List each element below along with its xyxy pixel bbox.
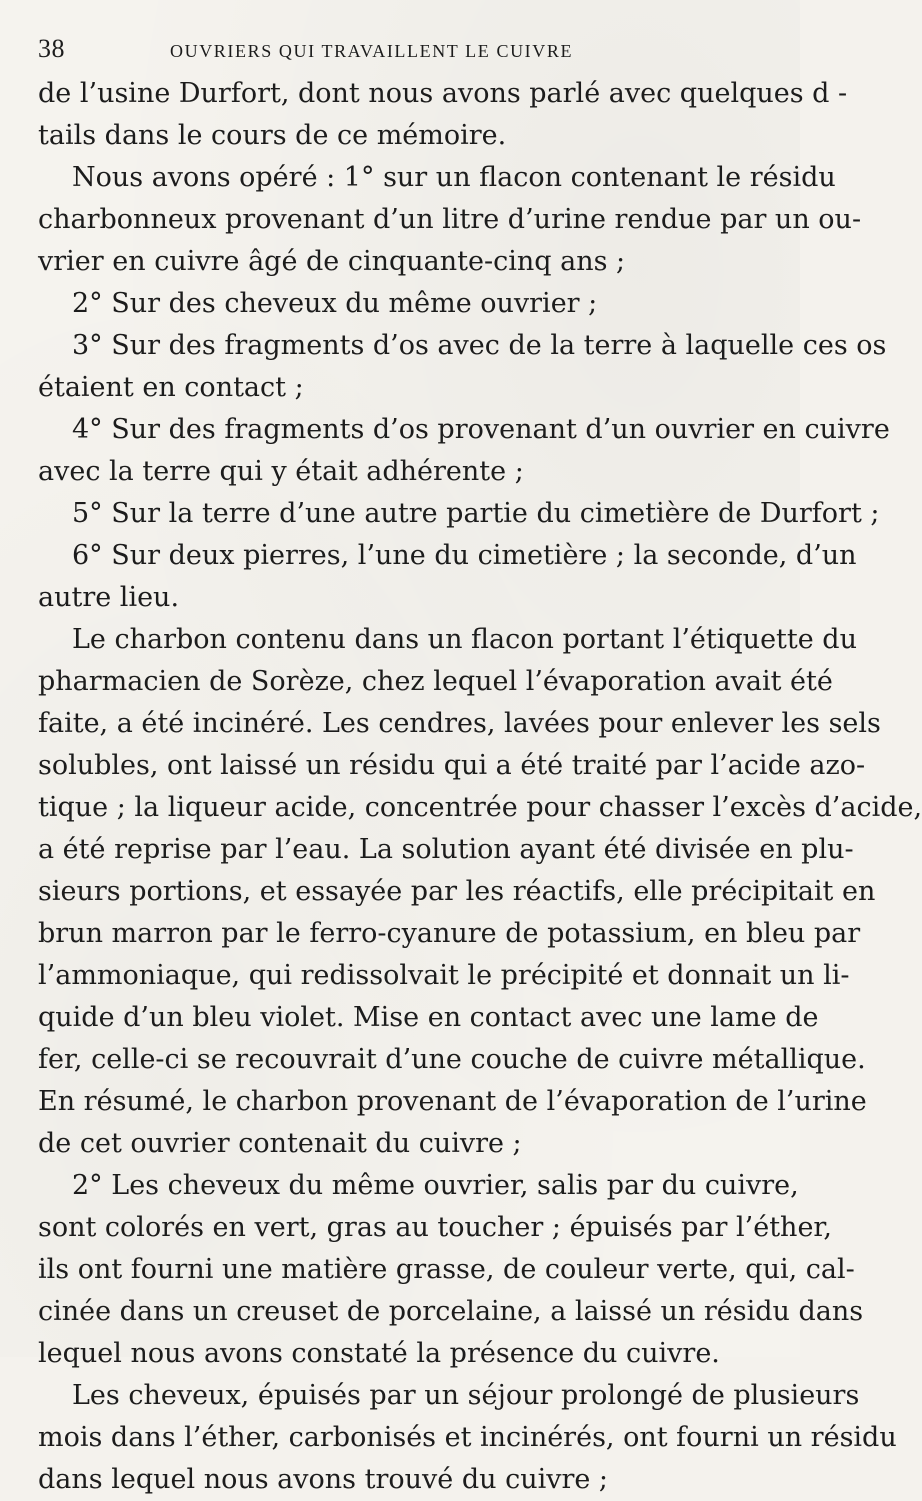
text-line: 5° Sur la terre d’une autre partie du cimetière de Durfort ; xyxy=(72,498,880,529)
text-line: cinée dans un creuset de porcelaine, a laissé un résidu dans xyxy=(38,1296,864,1327)
text-line: autre lieu. xyxy=(38,582,180,613)
text-line: tique ; la liqueur acide, concentrée pour chasser l’excès d’acide, xyxy=(38,792,922,823)
text-line: sieurs portions, et essayée par les réactifs, elle précipitait en xyxy=(38,876,876,907)
text-line: tails dans le cours de ce mémoire. xyxy=(38,120,507,151)
text-line: 6° Sur deux pierres, l’une du cimetière ; la seconde, d’un xyxy=(72,540,857,571)
text-line: Le charbon contenu dans un flacon portant l’étiquette du xyxy=(72,624,857,655)
text-line: fer, celle-ci se recouvrait d’une couche de cuivre métallique. xyxy=(38,1044,866,1075)
text-line: Les cheveux, épuisés par un séjour prolongé de plusieurs xyxy=(72,1380,860,1411)
running-head xyxy=(38,34,760,68)
text-line: lequel nous avons constaté la présence du cuivre. xyxy=(38,1338,720,1369)
text-line: En résumé, le charbon provenant de l’évaporation de l’urine xyxy=(38,1086,867,1117)
text-line: de l’usine Durfort, dont nous avons parlé avec quelques d - xyxy=(38,78,848,109)
text-line: vrier en cuivre âgé de cinquante-cinq ans ; xyxy=(38,246,626,277)
text-line: charbonneux provenant d’un litre d’urine rendue par un ou- xyxy=(38,204,862,235)
text-line: 2° Les cheveux du même ouvrier, salis par du cuivre, xyxy=(72,1170,799,1201)
text-line: ils ont fourni une matière grasse, de couleur verte, qui, cal- xyxy=(38,1254,855,1285)
running-title: OUVRIERS QUI TRAVAILLENT LE CUIVRE xyxy=(170,41,574,61)
text-line: 3° Sur des fragments d’os avec de la terre à laquelle ces os xyxy=(72,330,887,361)
text-line: avec la terre qui y était adhérente ; xyxy=(38,456,524,487)
text-line: 4° Sur des fragments d’os provenant d’un ouvrier en cuivre xyxy=(72,414,890,445)
text-line: mois dans l’éther, carbonisés et incinérés, ont fourni un résidu xyxy=(38,1422,897,1453)
text-line: solubles, ont laissé un résidu qui a été traité par l’acide azo- xyxy=(38,750,866,781)
text-line: Nous avons opéré : 1° sur un flacon contenant le résidu xyxy=(72,162,836,193)
text-line: a été reprise par l’eau. La solution ayant été divisée en plu- xyxy=(38,834,854,865)
text-line: de cet ouvrier contenait du cuivre ; xyxy=(38,1128,522,1159)
text-line: l’ammoniaque, qui redissolvait le précipité et donnait un li- xyxy=(38,960,850,991)
text-line: sont colorés en vert, gras au toucher ; épuisés par l’éther, xyxy=(38,1212,832,1243)
text-line: brun marron par le ferro-cyanure de potassium, en bleu par xyxy=(38,918,861,949)
page-number: 38 xyxy=(38,34,65,63)
text-line: étaient en contact ; xyxy=(38,372,304,403)
text-line: pharmacien de Sorèze, chez lequel l’évaporation avait été xyxy=(38,666,833,697)
text-line: dans lequel nous avons trouvé du cuivre ; xyxy=(38,1464,609,1495)
text-line: 2° Sur des cheveux du même ouvrier ; xyxy=(72,288,598,319)
body-text xyxy=(38,73,922,1501)
text-line: quide d’un bleu violet. Mise en contact avec une lame de xyxy=(38,1002,819,1033)
text-line: faite, a été incinéré. Les cendres, lavées pour enlever les sels xyxy=(38,708,881,739)
